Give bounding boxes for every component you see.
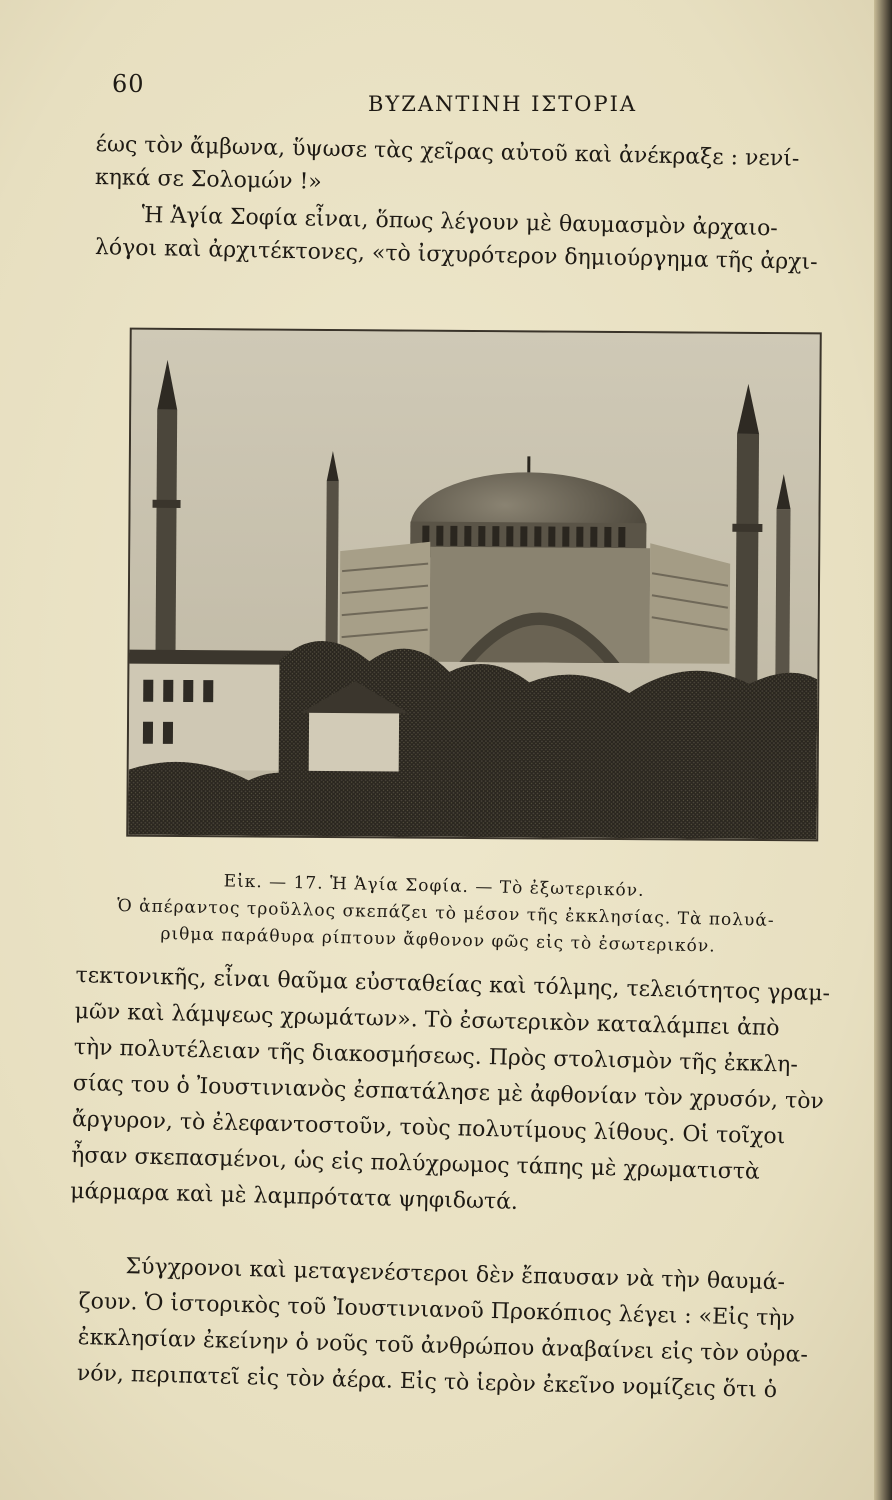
hagia-sophia-photo — [126, 328, 822, 842]
text-line: τὴν πολυτέλειαν τῆς διακοσμήσεως. Πρὸς στολισμὸν τῆς ἐκκλη- — [73, 1034, 799, 1078]
text-line: ἦσαν σκεπασμένοι, ὡς εἰς πολύχρωμος τάπης μὲ χρωματιστὰ — [70, 1142, 761, 1185]
text-line: τεκτονικῆς, εἶναι θαῦμα εὐσταθείας καὶ τόλμης, τελειότητος γραμ- — [75, 962, 831, 1007]
paragraph-3 — [70, 958, 848, 1229]
text-line: έως τὸν ἄμβωνα, ὕψωσε τὰς χεῖρας αὐτοῦ καὶ ἀνέκραξε : νενί- — [95, 131, 800, 172]
paragraph-4 — [76, 1248, 851, 1411]
text-line: ἄργυρον, τὸ ἐλεφαντοστοῦν, τοὺς πολυτίμους λίθους. Οἱ τοῖχοι — [71, 1106, 786, 1150]
text-line: μῶν καὶ λάμψεως χρωμάτων». Τὸ ἐσωτερικὸν καταλάμπει ἀπὸ — [74, 998, 780, 1042]
caption-line: ριθμα παράθυρα ρίπτουν ἄφθονον φῶς εἰς τὸ ἐσωτερικόν. — [160, 923, 716, 957]
text-line: Ἡ Ἁγία Σοφία εἶναι, ὅπως λέγουν μὲ θαυμασμὸν ἀρχαιο- — [141, 202, 779, 242]
figure-caption — [116, 866, 828, 963]
text-line: νόν, περιπατεῖ εἰς τὸν ἀέρα. Εἰς τὸ ἱερὸν ἐκεῖνο νομίζεις ὅτι ὁ — [76, 1360, 778, 1404]
page-number: 60 — [112, 70, 145, 98]
paragraph-2 — [95, 198, 866, 280]
caption-title: Εἰκ. — 17. Ἡ Ἁγία Σοφία. — Τὸ ἐξωτερικόν. — [223, 871, 645, 901]
text-line: Σύγχρονοι καὶ μεταγενέστεροι δὲν ἔπαυσαν νὰ τὴν θαυμά- — [125, 1254, 786, 1296]
caption-line: Ὁ ἀπέραντος τροῦλλος σκεπάζει τὸ μέσον τῆς ἐκκλησίας. Τὰ πολυά- — [116, 895, 775, 931]
text-line: ἐκκλησίαν ἐκείνην ὁ νοῦς τοῦ ἀνθρώπου ἀναβαίνει εἰς τὸν οὐρα- — [77, 1324, 809, 1368]
text-line: σίας του ὁ Ἰουστινιανὸς ἐσπατάλησε μὲ ἀφθονίαν τὸν χρυσόν, τὸν — [72, 1070, 825, 1115]
text-line: λόγοι καὶ ἀρχιτέκτονες, «τὸ ἰσχυρότερον δημιούργημα τῆς ἀρχι- — [94, 234, 818, 276]
book-spine-edge — [874, 0, 892, 1500]
hagia-sophia-illustration — [128, 330, 820, 840]
text-line: μάρμαρα καὶ μὲ λαμπρότατα ψηφιδωτά. — [69, 1178, 519, 1215]
running-title: ΒΥΖΑΝΤΙΝΗ ΙΣΤΟΡΙΑ — [368, 92, 638, 116]
paragraph-1 — [95, 128, 866, 210]
text-line: ζουν. Ὁ ἱστορικὸς τοῦ Ἰουστινιανοῦ Προκόπιος λέγει : «Εἰς τὴν — [78, 1288, 796, 1332]
text-line: κηκά σε Σολομών !» — [94, 164, 323, 195]
